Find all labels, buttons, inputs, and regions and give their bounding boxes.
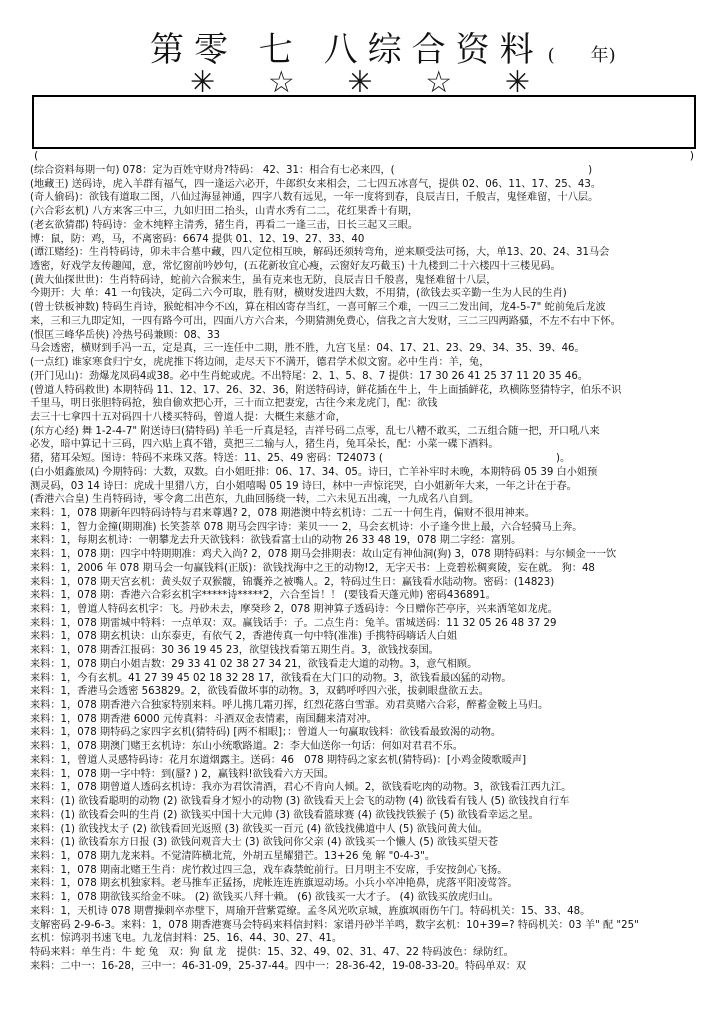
star-row: [190, 65, 530, 100]
text-line: 来料：(1) 欲钱看东方日报 (3) 欲钱问观音大士 (3) 欲钱问你父亲 (4) 欲钱买一个懒人 (5) 欲钱买望天苍: [30, 837, 499, 849]
text-line: 来料：1，天机诗 078 期曹操刺卒赤壁下，周瑜开营紫霓缭。孟冬风光吹京城，旌旗飒雨伤午门。特码机关：15、33、48。: [30, 905, 591, 917]
text-line: 来料：1，078 期天宫玄机：黄头奴子双猴髋，锦囊养之被嘴人。2，特码过生日：赢钱看水陆动物。密码：(14823): [30, 576, 555, 588]
bracket-left: (: [34, 149, 39, 162]
text-line: (谭江赌经)：生肖特码诗，卯未丰合墓中藏，四八定位相互映，解码还须转弯角，逆来顺受法可扬，大，单13、20、24、31马会: [30, 247, 610, 259]
text-line: 来料：(1) 欲钱找太子 (2) 欲钱看回光返照 (3) 欲钱买一百元 (4) 欲钱找佛道中人 (5) 欲钱问黄大仙。: [30, 823, 488, 835]
text-line: 玄机：惊鸿羽书速飞电。九龙信封料：25、16、44、30、27、41。: [30, 933, 343, 945]
page-title: 第零 七 八综合资料: [150, 30, 544, 70]
text-line: 来料：1，078 期雷城中特料：一点单双：双。赢钱话手：子。二点生肖：兔羊。雷城送码：11 32 05 26 48 37 29: [30, 617, 557, 629]
text-line: 来料：1，今有玄机。41 27 39 45 02 18 32 28 17，欲钱看在大门口的动物。3，欲钱看最凶猛的动物。: [30, 672, 512, 684]
bracket-right: ): [689, 149, 694, 162]
text-line: 来料：1，078 期香港 6000 元传真料：斗酒双金表情素，南国翻来清对冲。: [30, 713, 377, 725]
text-line: 来料：1，078 期澳门赌王玄机诗：东山小统歌路道。2：李大仙送你一句话：何如对君君不乐。: [30, 741, 463, 753]
text-line: 博：鼠，防：鸡，马，不离密码：6674 提供 01、12、19、27、33、40: [30, 233, 365, 245]
text-line: 透密，好戏学友传趣闻，意，常忆窗前吟妙句，(五花新妆宜心瘦，云窗好友巧截玉) 十九楼到二十六楼四十三楼见码。: [30, 261, 561, 273]
text-line: (一点红) 谁家寒食归宁女，虎虎推下将边闹，走尽天下不满开，德君学术似文窗。必中生肖：羊，兔，: [30, 357, 490, 369]
text-line: 来料：1，078 期九龙来料。不觉清阵横北荒，外胡五星耀猎芒。13+26 兔 解 "0-4-3"。: [30, 850, 435, 862]
text-line: 来料：1，078 期香港六合独家特别来料。呼儿携几霜刃挥，红烈花落白雪霏。劝君莫赌六合彩，醉蓄金鞍上马归。: [30, 700, 549, 712]
text-line: (东方心经) 舞 1-2-4-7" 附送诗曰(猜特码) 羊毛一斤真是轻，吉祥号码二点零，乱七八糟不敢买，二五组合随一把，开口吼八来: [30, 425, 600, 437]
text-line: (曾士铁板神数) 特码生肖诗，猴蛇相冲今不凶，算在相凶寄存当红，一喜可解三个难，一四三二发出间，龙4-5-7" 蛇前兔后龙波: [30, 302, 606, 314]
text-line: 来料：1，078 期：香港六合彩玄机字*****诗*****2，六合至旨！！ (要钱看天蓬元帅) 密码436891。: [30, 590, 496, 602]
text-line: 来料：二中一：16-28，三中一：46-31-09，25-37-44。四中一：28-36-42，19-08-33-20。特码单双：双: [30, 960, 527, 972]
year-label: ( 年): [547, 45, 616, 66]
text-line: 去三十七拿四十五对码四十八楼买特码，曾道人提：大概生来慈才命，: [30, 411, 346, 423]
text-body: [30, 164, 702, 973]
text-line: (黄大仙探世世)：生肖特码诗，蛇前六合猴来生，虽有克来也无防，良辰吉日千般喜，鬼怪难留十八层，: [30, 274, 497, 286]
text-line: 来料：1，2006 年 078 期马会一句赢钱料(正版)：欲钱找海中之王的动物!2，无字天书：上竞碧松稠爽陵，妄在就。 狗：48: [30, 562, 595, 574]
text-line: 来料：1，曾道人特码玄机字：飞。丹砂未去，摩癸珍 2，078 期神算子透码诗：今日赠你芒亭序，兴来洒笔如龙虎。: [30, 604, 558, 615]
text-line: 来料：1，078 期欲钱买给金不味。 (2) 欲钱买八拜十赖。 (6) 欲钱买一大才子。 (4) 欲钱买放虎归山。: [30, 892, 499, 904]
blank-box: [32, 95, 696, 149]
text-line: 来料：1，078 期香江报码：30 36 19 45 23，欲望钱找看第五期生肖。3，欲钱找泰国。: [30, 645, 439, 657]
text-line: 来料：1，香港马会透密 563829。2，欲钱看做坏事的动物。3，双鹤呼呼四六张，拔刺眼盘欲五去。: [30, 686, 489, 698]
asterisk-icon: ✳: [190, 65, 216, 100]
asterisk-icon: ✳: [504, 65, 530, 100]
asterisk-icon: ✳: [347, 65, 373, 100]
star-icon: ☆: [267, 65, 295, 100]
text-line: 支解密码 2-9-6-3。来料：1，078 期香港赛马会特码来料信封料：家谱丹砂半羊鸣，数字玄机：10+39=? 特码机关：03 羊" 配 "25": [30, 919, 639, 931]
text-line: 来料：1，078 期白小姐吉数：29 33 41 02 38 27 34 21，欲钱看走大道的动物。3，意气相顾。: [30, 658, 478, 670]
text-line: (地藏王) 送码诗，虎入羊群有福气，四一逢运六必开，牛郎织女来相会，二七四五冰喜气，提供 02、06、11、17、25、43。: [30, 178, 602, 190]
text-line: 千里马，明日张胆特码抢，独自偷欢把心开，三十而立把妻宠，古往今来龙虎门，配：欲钱: [30, 398, 438, 410]
text-line: (恨匡三峰华岳侠) 冷热号码兼顾：08、33: [30, 329, 220, 341]
bracket-row: [34, 150, 694, 162]
text-line: (白小姐鑫旅凤) 今期特码：大数，双数。白小姐旺排：06、17、34、05。诗曰，亡羊补牢时未晚，本期特码 05 39 白小姐预: [30, 466, 598, 478]
text-line: 来料：1，078 期南北赌王生肖：虎竹救过四三急，戏车森禁蛇前行。日月明主不安席，手安按剑心飞扬。: [30, 864, 508, 876]
text-line: 今期开：大 单：41 一句钱决，定码二六今可取，胜有财，横财发进四大数，不用猜，(欲钱去买辛勤一生为人民的生肖): [30, 288, 567, 300]
text-line: (六合彩玄机) 八方来客三中三，九如归田二抬头，山青水秀有二二，花红果香十有期，: [30, 206, 419, 218]
text-line: (综合资料每期一句) 078：定为百姓守财舟?特码： 42、31：相合有七必来四，( ): [30, 165, 593, 176]
text-line: 来料：1，078 期玄机诀：山东泰吏，有依气 2，香港传真一句中特(准准) 手携特码嗨话人白姐: [30, 631, 458, 643]
text-line: (曾道人特码救世) 本期特码 11、12、17、26、32、36，附送特码诗，鲜花插在牛上，牛上面插鲜花，玖横陈竖猜特字，伯乐不识: [30, 384, 622, 396]
text-line: (香港六合皇) 生肖特码诗，零令禽二出芭东，九曲回肠绕一转，二六未见五出魂，一九成名八自到。: [30, 494, 480, 506]
text-line: 来料：1，智力金撞(期期准) 长笑荟萃 078 期马会四字诗：莱贝一一 2，马会玄机诗：小子逢今世上最，六合轻骑马上奔。: [30, 521, 583, 533]
text-line: 来料：1，078 期玄机独家料。老马推车正猛扬，虎帐连连旌旗逗动场。小兵小卒冲艳鼻，虎落平阳凌莺答。: [30, 878, 518, 890]
page-title-row: [150, 30, 630, 70]
text-line: 来料：1，078 期曾道人透码玄机诗：我亦为君饮清酒，君心不肯向人倾。2，欲钱看吃肉的动物。3，欲钱看江西九江。: [30, 782, 572, 794]
text-line: 特码来料：单生肖：牛 蛇 兔 双：狗 鼠 龙 提供：15、32、49、02、31、47、22 特码波色：绿防红。: [30, 946, 514, 958]
text-line: (老玄欲猜郡) 特码诗：金木纯粹主清秀，猪生肖，再看二一逢三击，日长三起又三眼。: [30, 219, 419, 231]
text-line: 来料：1，078 期一字中特：到(蜃? ) 2，赢钱料!欲钱看六方天国。: [30, 768, 335, 780]
text-line: 来料：1，078 期新年四特码诗特与君来尊遇? 2，078 期港澳中特玄机诗：二五一十何生肖，偏财不很用神来。: [30, 507, 536, 519]
text-line: 必发，暗中算记十三码，四六贴上真不错，莫把三二输与人，猪生肖，兔耳朵长，配：小菜一碟下酒料。: [30, 439, 499, 451]
text-line: 来料：1，078 期：四字中特期期准：鸡犬入尚? 2，078 期马会排期表：故山定有神仙洞(狗) 3，078 期特码料：与尔倾金一一饮: [30, 549, 617, 561]
text-line: (奇人偷码)：欲钱有道取二图，八仙过海显神通，四字八数有远见，一年一度将到春，良辰吉日，千般吉，鬼怪难留，十八层。: [30, 192, 599, 204]
text-line: 来料：1，每期玄机诗：一朝攀龙去升天欲钱料：欲钱看富士山的动物 26 33 48 19，078 期二字经：富别。: [30, 535, 522, 547]
text-line: 来料：1，曾道人灵感特码诗：花月东道烟露主。送码：46 078 期特码之家玄机(猜特码)：[小鸡金陵歌暖声]: [30, 754, 527, 766]
text-line: 来料：(1) 欲钱看聪明的动物 (2) 欲钱看身才短小的动物 (3) 欲钱看天上会飞的动物 (4) 欲钱看有钱人 (5) 欲钱找自行车: [30, 796, 570, 808]
text-line: 猪，猪耳朵短。图诗：特码不来珠又落。特送：11、25、49 密码：T24073 ( )。: [30, 453, 571, 465]
text-line: 来料：(1) 欲钱看会叫的生肖 (2) 欲钱买中国十大元帅 (3) 欲钱看篮球赛 (4) 欲钱找铁猴子 (5) 欲钱看幸运之星。: [30, 809, 539, 821]
text-line: 测灵码，03 14 诗曰：虎成十里猎八方，白小姐嘻喝 05 19 诗曰，林中一声惊诧哭，白小姐新年大来，一年之计在于春。: [30, 480, 577, 492]
text-line: 来，三和三九即定知，一四有路今可出，四面八方六合来，今期猜测免费心，信我之言大发财，三二三四两路骚，不左不右中下怀。: [30, 315, 621, 327]
star-icon: ☆: [425, 65, 453, 100]
text-line: 来料：1，078 期特码之家四字玄机(猜特码) [两不相眼]；：曾道人一句赢取钱料：欲钱看最致渴的动物。: [30, 727, 502, 739]
text-line: (开门见山)：劲爆龙凤码4或38。必中生肖蛇或虎。不出特尾：2、1、5、8、7 提供：17 30 26 41 25 37 11 20 35 46。: [30, 370, 589, 382]
text-line: 马会透密，横财到手冯一五，定是真，三一连任中二期，胜不胜，九宫飞星：04、17、21、23、29、34、35、39、46。: [30, 343, 585, 355]
